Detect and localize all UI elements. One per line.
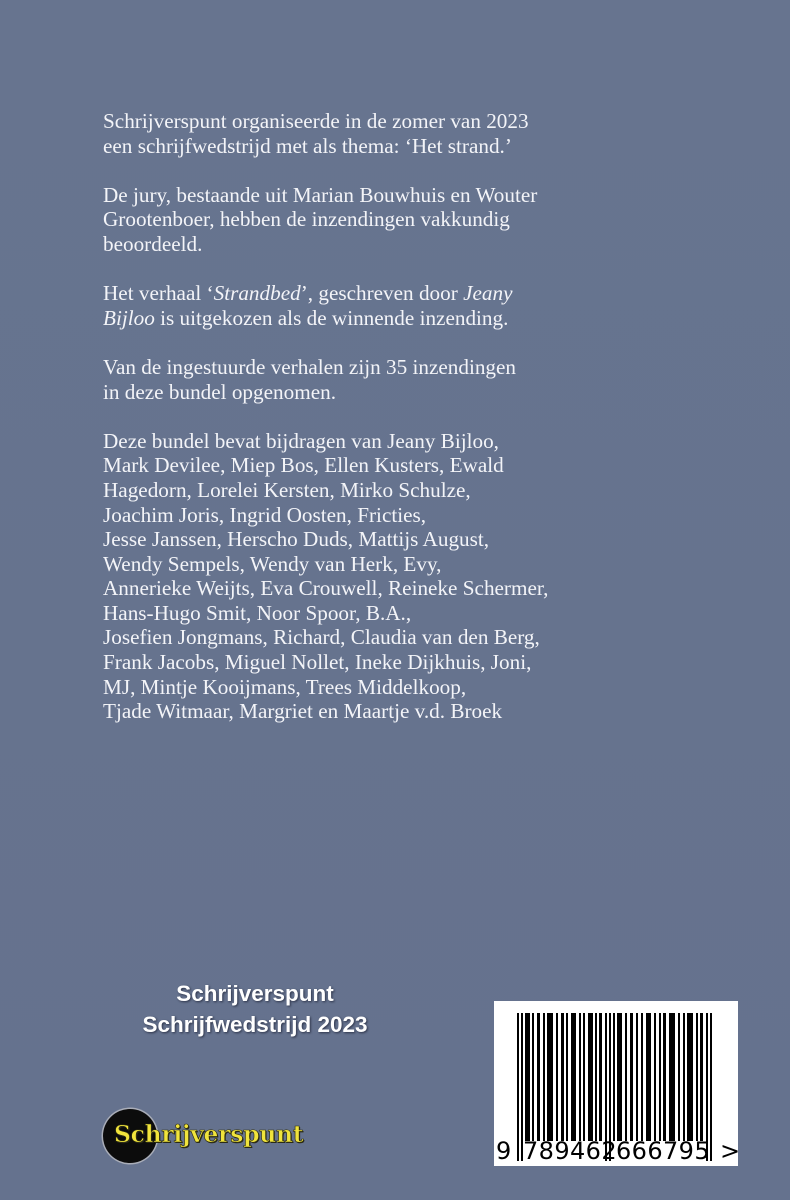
text-line: MJ, Mintje Kooijmans, Trees Middelkoop,: [103, 674, 467, 699]
winning-author-first: Jeany: [463, 281, 513, 306]
text-line: [103, 306, 703, 331]
text-line: [103, 281, 703, 306]
winner-suffix: is uitgekozen als de winnende inzending.: [154, 305, 509, 330]
winner-prefix: Het verhaal ‘: [103, 281, 214, 306]
text-line: Frank Jacobs, Miguel Nollet, Ineke Dijkhuis, Joni,: [103, 650, 532, 675]
back-cover-blurb: [103, 109, 703, 748]
isbn-digits: [494, 1136, 741, 1166]
publisher-title: Schrijverspunt: [176, 981, 334, 1006]
isbn-first-digit: 9: [496, 1137, 512, 1165]
jury-paragraph: [103, 183, 703, 257]
text-line: Hans-Hugo Smit, Noor Spoor, B.A.,: [103, 600, 412, 625]
winner-paragraph: [103, 281, 703, 330]
text-line: Josefien Jongmans, Richard, Claudia van den Berg,: [103, 625, 540, 650]
winner-middle: ’, geschreven door: [300, 281, 464, 306]
quiet-zone-indicator: >: [720, 1137, 741, 1165]
entries-paragraph: [103, 355, 703, 404]
text-line: Jesse Janssen, Herscho Duds, Mattijs August,: [103, 527, 490, 552]
text-line: beoordeeld.: [103, 231, 203, 256]
contest-title: Schrijfwedstrijd 2023: [142, 1012, 368, 1037]
text-line: Joachim Joris, Ingrid Oosten, Fricties,: [103, 502, 427, 527]
text-line: Wendy Sempels, Wendy van Herk, Evy,: [103, 551, 442, 576]
text-line: een schrijfwedstrijd met als thema: ‘Het strand.’: [103, 133, 512, 158]
isbn-right-group: 666795: [616, 1137, 711, 1165]
winning-author-last: Bijloo: [103, 305, 155, 330]
text-line: Grootenboer, hebben de inzendingen vakkundig: [103, 207, 510, 232]
text-line: Annerieke Weijts, Eva Crouwell, Reineke Schermer,: [103, 576, 549, 601]
logo-wordmark: Schrijverspunt: [114, 1121, 304, 1148]
text-line: Mark Devilee, Miep Bos, Ellen Kusters, Ewald: [103, 453, 504, 478]
text-line: Tjade Witmaar, Margriet en Maartje v.d. Broek: [103, 699, 503, 724]
schrijverspunt-logo: [103, 1109, 363, 1167]
text-line: Hagedorn, Lorelei Kersten, Mirko Schulze,: [103, 477, 471, 502]
text-line: in deze bundel opgenomen.: [103, 379, 336, 404]
text-line: Deze bundel bevat bijdragen van Jeany Bijloo,: [103, 428, 499, 453]
isbn-barcode: [494, 1001, 741, 1166]
text-line: Van de ingestuurde verhalen zijn 35 inzendingen: [103, 354, 517, 379]
isbn-left-group: 789462: [523, 1137, 618, 1165]
text-line: Schrijverspunt organiseerde in de zomer van 2023: [103, 109, 529, 133]
contributors-paragraph: [103, 429, 703, 724]
winning-story-title: Strandbed: [213, 281, 301, 306]
intro-paragraph: [103, 109, 703, 158]
text-line: De jury, bestaande uit Marian Bouwhuis en Wouter: [103, 182, 538, 207]
book-title-block: [110, 978, 400, 1040]
